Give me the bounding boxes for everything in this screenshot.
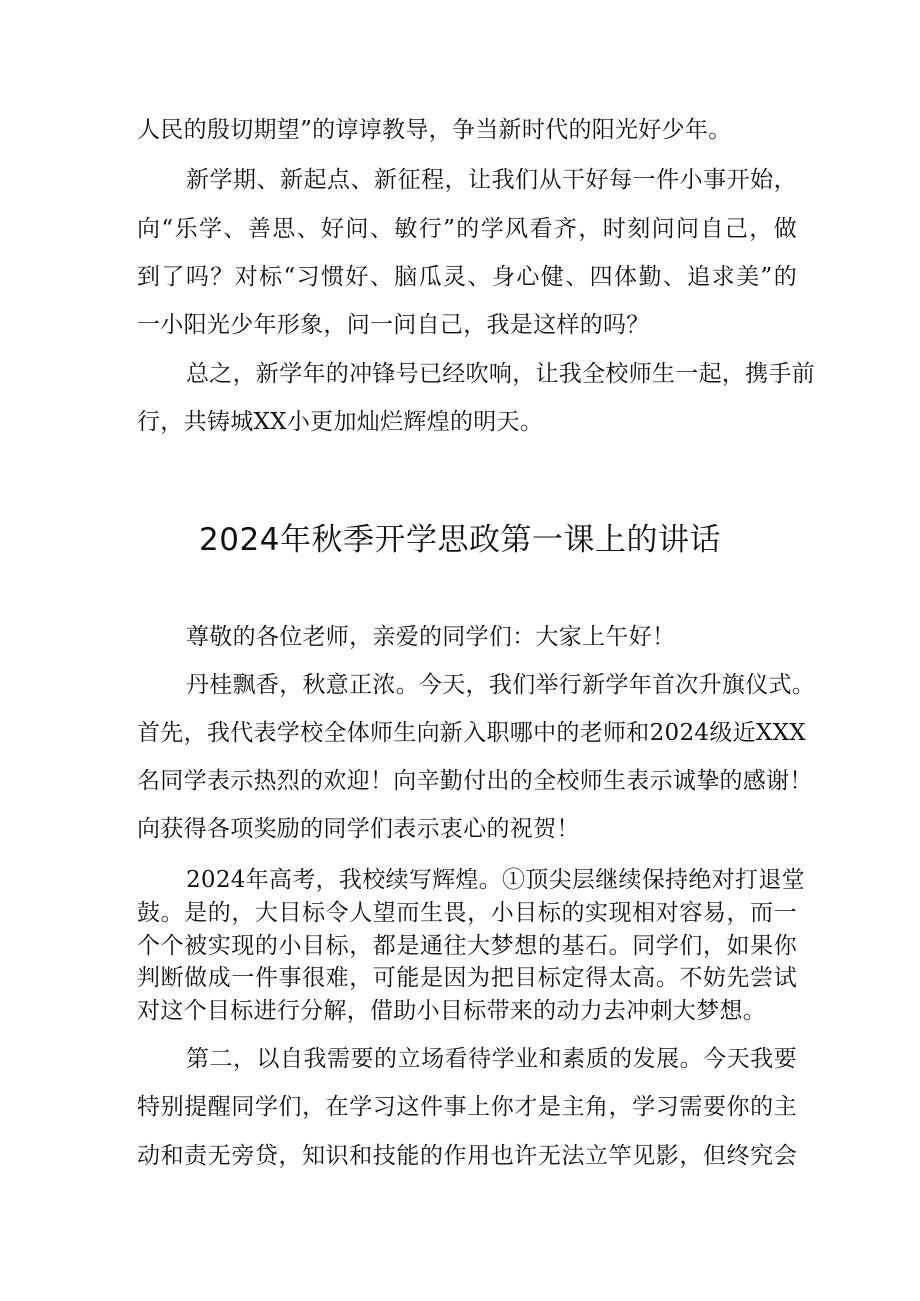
paragraph-line: 新学期、新起点、新征程，让我们从干好每一件小事开始， <box>186 167 797 193</box>
paragraph-line: 尊敬的各位老师，亲爱的同学们：大家上午好！ <box>186 624 676 650</box>
paragraph-line: 个个被实现的小目标，都是通往大梦想的基石。同学们，如果你 <box>137 933 797 959</box>
paragraph-line: 对这个目标进行分解，借助小目标带来的动力去冲刺大梦想。 <box>137 998 767 1024</box>
paragraph-line: 向获得各项奖励的同学们表示衷心的祝贺！ <box>137 816 580 842</box>
article-title: 2024年秋季开学思政第一课上的讲话 <box>199 522 721 558</box>
paragraph-line: 判断做成一件事很难，可能是因为把目标定得太高。不妨先尝试 <box>137 965 797 991</box>
paragraph-line: 首先，我代表学校全体师生向新入职哪中的老师和2024级近XXX <box>137 720 806 746</box>
paragraph-line: 向“乐学、善思、好问、敏行”的学风看齐，时刻问问自己，做 <box>137 216 797 242</box>
paragraph-line: 2024年高考，我校续写辉煌。①顶尖层继续保持绝对打退堂 <box>186 867 805 893</box>
paragraph-line: 动和责无旁贷，知识和技能的作用也许无法立竿见影，但终究会 <box>137 1143 797 1169</box>
paragraph-line: 行，共铸城XX小更加灿烂辉煌的明天。 <box>137 409 544 435</box>
paragraph-line: 名同学表示热烈的欢迎！向辛勤付出的全校师生表示诚挚的感谢！ <box>137 768 813 794</box>
paragraph-line: 一小阳光少年形象，问一问自己，我是这样的吗？ <box>137 312 650 338</box>
paragraph-line: 到了吗？对标“习惯好、脑瓜灵、身心健、四体勤、追求美”的 <box>137 264 797 290</box>
paragraph-line: 特别提醒同学们，在学习这件事上你才是主角，学习需要你的主 <box>137 1094 797 1120</box>
paragraph-line: 人民的殷切期望”的谆谆教导，争当新时代的阳光好少年。 <box>137 117 732 143</box>
paragraph-line: 总之，新学年的冲锋号已经吹响，让我全校师生一起，携手前 <box>186 361 816 387</box>
paragraph-line: 第二，以自我需要的立场看待学业和素质的发展。今天我要 <box>186 1046 797 1072</box>
paragraph-line: 鼓。是的，大目标令人望而生畏，小目标的实现相对容易，而一 <box>137 900 797 926</box>
paragraph-line: 丹桂飘香，秋意正浓。今天，我们举行新学年首次升旗仪式。 <box>186 672 816 698</box>
